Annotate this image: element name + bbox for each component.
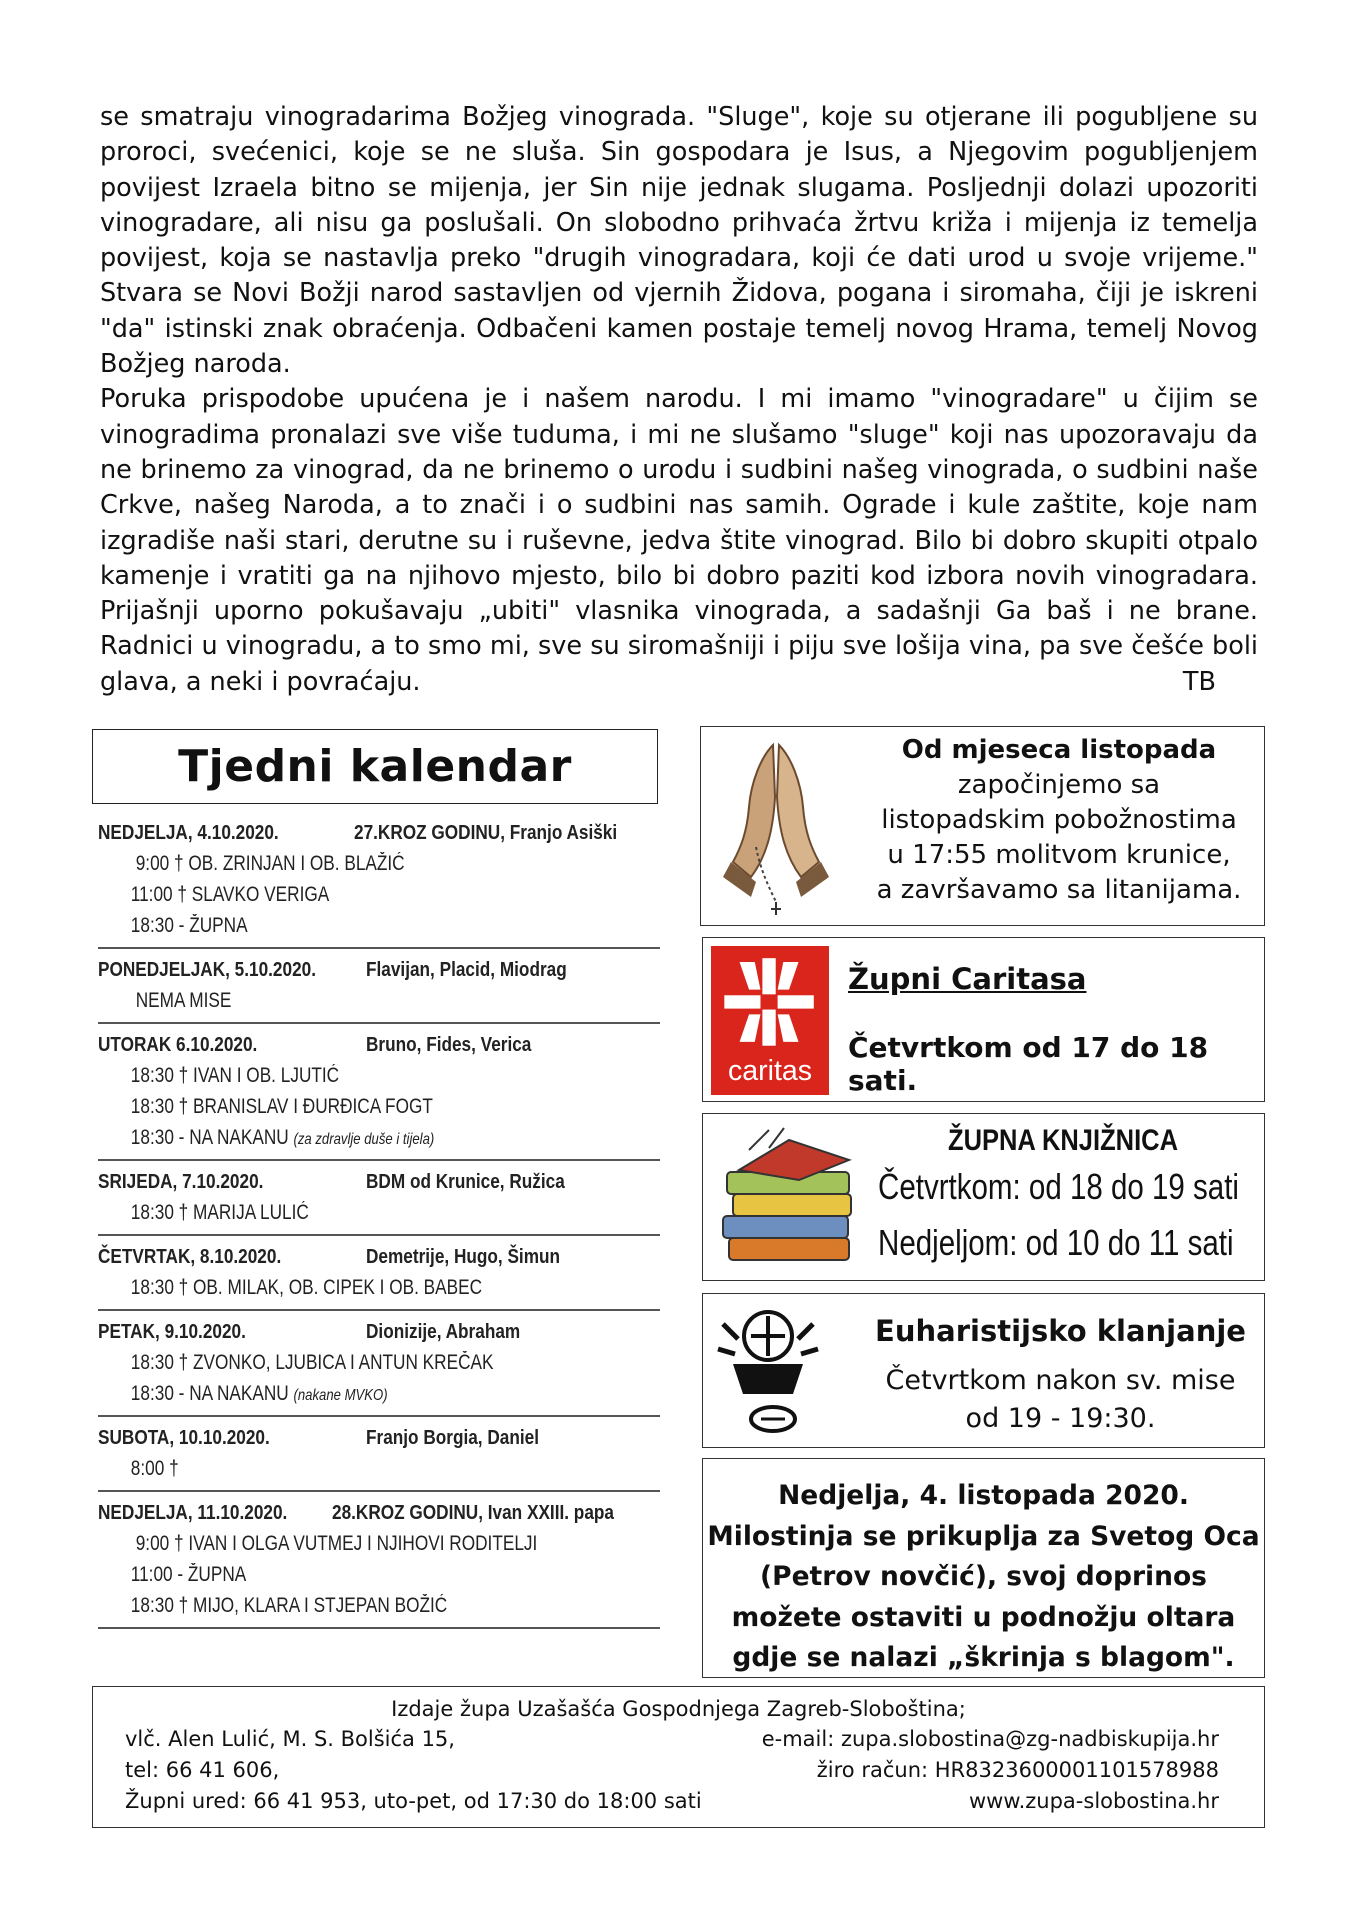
mass-text: 11:00 - ŽUPNA bbox=[130, 1563, 247, 1586]
calendar-day-date: PETAK, 9.10.2020. bbox=[98, 1320, 246, 1343]
calendar-mass-entry bbox=[98, 1378, 559, 1409]
mass-note: (za zdravlje duše i tijela) bbox=[293, 1131, 435, 1148]
mass-text: 18:30 † OB. MILAK, OB. CIPEK I OB. BABEC bbox=[130, 1276, 483, 1299]
calendar-mass-entry bbox=[98, 985, 559, 1016]
calendar-mass-entry bbox=[98, 848, 559, 879]
rosary-heading: Od mjeseca listopada bbox=[901, 735, 1217, 765]
caritas-logo-text: caritas bbox=[727, 1054, 813, 1087]
calendar-day-date: SRIJEDA, 7.10.2020. bbox=[98, 1170, 264, 1193]
calendar-mass-entry bbox=[98, 1347, 559, 1378]
library-hours-thursday: Četvrtkom: od 18 do 19 sati bbox=[878, 1166, 1239, 1207]
collection-notice bbox=[703, 1459, 1264, 1679]
calendar-day bbox=[98, 1423, 660, 1492]
rosary-line: u 17:55 molitvom krunice, bbox=[887, 840, 1231, 870]
adoration-schedule bbox=[863, 1362, 1258, 1438]
calendar-day bbox=[98, 1317, 660, 1417]
calendar-mass-entry bbox=[98, 1197, 559, 1228]
calendar-mass-entry bbox=[98, 1559, 559, 1590]
library-box bbox=[702, 1113, 1265, 1281]
calendar-mass-entry bbox=[98, 879, 559, 910]
footer-office-hours: Župni ured: 66 41 953, uto-pet, od 17:30 do 18:00 sati bbox=[125, 1789, 702, 1813]
collection-line: gdje se nalazi „škrinja s blagom". bbox=[732, 1642, 1235, 1673]
calendar-day-saints: Franjo Borgia, Daniel bbox=[366, 1426, 539, 1449]
mass-text: 18:30 † MIJO, KLARA I STJEPAN BOŽIĆ bbox=[130, 1594, 448, 1617]
mass-text: 9:00 † OB. ZRINJAN I OB. BLAŽIĆ bbox=[135, 852, 405, 875]
calendar-day-header bbox=[98, 1167, 660, 1197]
collection-line: možete ostaviti u podnožju oltara bbox=[731, 1601, 1236, 1633]
mass-text: NEMA MISE bbox=[135, 989, 232, 1012]
calendar-day bbox=[98, 1498, 660, 1629]
calendar-mass-entry bbox=[98, 1453, 559, 1484]
calendar-title: Tjedni kalendar bbox=[92, 729, 658, 804]
calendar-list bbox=[98, 818, 660, 1635]
rosary-box bbox=[700, 726, 1265, 926]
footer-website[interactable]: www.zupa-slobostina.hr bbox=[969, 1789, 1219, 1813]
calendar-day-date: UTORAK 6.10.2020. bbox=[98, 1033, 258, 1056]
rosary-line: a završavamo sa litanijama. bbox=[876, 875, 1242, 905]
collection-box bbox=[702, 1458, 1265, 1678]
calendar-day-header bbox=[98, 818, 660, 848]
calendar-day-header bbox=[98, 1242, 660, 1272]
article-paragraph-1: se smatraju vinogradarima Božjeg vinograda. "Sluge", koje su otjerane ili pogubljene su proroci, svećenici, koje se ne sluša. Sin gospodara je Isus, a Njegovim pogubljenjem povijest Izraela bitno se mijenja, jer Sin nije jednak slugama. Posljednji dolazi upozoriti vinogradare, ali nisu ga poslušali. On slobodno prihvaća žrtvu križa i mijenja iz temelja povijest, koja se nastavlja preko "drugih vinogradara, koji će dati urod u svoje vrijeme." Stvara se Novi Božji narod sastavljen od vjernih Židova, pogana i siromaha, čiji je iskreni "da" istinski znak obraćenja. Odbačeni kamen postaje temelj novog Hrama, temelj Novog Božjeg naroda. bbox=[100, 102, 1258, 380]
mass-text: 18:30 † MARIJA LULIĆ bbox=[130, 1201, 309, 1224]
calendar-day-date: NEDJELJA, 4.10.2020. bbox=[98, 821, 279, 844]
article-paragraph-2: Poruka prispodobe upućena je i našem narodu. I mi imamo "vinogradare" u čijim se vinogradima pronalazi sve više tuduma, i mi ne slušamo "sluge" koji nas upozoravaju da ne brinemo za vinograd, da ne brinemo o urodu i sudbini našeg vinograda, o sudbini naše Crkve, našeg Naroda, a to znači i o sudbini nas samih. Ograde i kule zaštite, koje nam izgradiše naši stari, derutne su i ruševne, jedva štite vinograd. Bilo bi dobro skupiti otpalo kamenje i vratiti ga na njihovo mjesto, bilo bi dobro paziti kod izbora novih vinogradara. Prijašnji uporno pokušavaju „ubiti" vlasnika vinograda, a sadašnji Ga baš i ne brane. Radnici u vinogradu, a to smo mi, sve su siromašniji i piju sve lošija vina, pa sve češće boli glava, a neki i povraćaju. bbox=[100, 384, 1258, 697]
library-hours-sunday: Nedjeljom: od 10 do 11 sati bbox=[878, 1222, 1234, 1263]
calendar-day-saints: Bruno, Fides, Verica bbox=[366, 1033, 532, 1056]
mass-text: 11:00 † SLAVKO VERIGA bbox=[130, 883, 330, 906]
calendar-day-date: ČETVRTAK, 8.10.2020. bbox=[98, 1245, 282, 1268]
rosary-line: listopadskim pobožnostima bbox=[881, 805, 1237, 835]
footer-email[interactable]: e-mail: zupa.slobostina@zg-nadbiskupija.hr bbox=[761, 1727, 1219, 1751]
calendar-day bbox=[98, 1242, 660, 1311]
adoration-box bbox=[702, 1293, 1265, 1448]
caritas-hours: Četvrtkom od 17 do 18 sati. bbox=[848, 1031, 1209, 1097]
footer-publisher: Izdaje župa Uzašašća Gospodnjega Zagreb-Sloboština; bbox=[391, 1697, 966, 1721]
calendar-mass-entry bbox=[98, 1091, 559, 1122]
mass-text: 18:30 - ŽUPNA bbox=[130, 914, 248, 937]
calendar-mass-entry bbox=[98, 910, 559, 941]
calendar-day-saints: Flavijan, Placid, Miodrag bbox=[366, 958, 567, 981]
calendar-mass-entry bbox=[98, 1528, 559, 1559]
caritas-title: Župni Caritasa bbox=[848, 962, 1087, 996]
calendar-day-saints: Demetrije, Hugo, Šimun bbox=[366, 1245, 561, 1268]
calendar-day-header bbox=[98, 1030, 660, 1060]
calendar-day-saints: Dionizije, Abraham bbox=[366, 1320, 521, 1343]
adoration-line-1: Četvrtkom nakon sv. mise bbox=[885, 1365, 1236, 1396]
calendar-day-header bbox=[98, 1423, 660, 1453]
mass-text: 18:30 - NA NAKANU bbox=[130, 1126, 294, 1149]
calendar-day bbox=[98, 1030, 660, 1161]
calendar-day-saints: 27.KROZ GODINU, Franjo Asiški bbox=[354, 821, 618, 844]
calendar-mass-entry bbox=[98, 1122, 559, 1153]
calendar-day-date: PONEDJELJAK, 5.10.2020. bbox=[98, 958, 316, 981]
books-icon bbox=[709, 1120, 869, 1270]
eucharist-icon bbox=[713, 1304, 833, 1439]
collection-line: Nedjelja, 4. listopada 2020. bbox=[778, 1480, 1189, 1511]
calendar-mass-entry bbox=[98, 1272, 559, 1303]
calendar-mass-entry bbox=[98, 1060, 559, 1091]
collection-line: (Petrov novčić), svoj doprinos bbox=[760, 1561, 1207, 1592]
article bbox=[100, 100, 1258, 700]
rosary-line: započinjemo sa bbox=[957, 770, 1161, 800]
calendar-day-header bbox=[98, 955, 660, 985]
mass-note: (nakane MVKO) bbox=[293, 1387, 388, 1404]
mass-text: 18:30 † ZVONKO, LJUBICA I ANTUN KREČAK bbox=[130, 1351, 494, 1374]
adoration-title: Euharistijsko klanjanje bbox=[875, 1314, 1246, 1348]
caritas-logo bbox=[708, 943, 832, 1098]
calendar-day bbox=[98, 1167, 660, 1236]
footer bbox=[92, 1686, 1265, 1828]
article-signature: TB bbox=[1182, 666, 1216, 697]
mass-text: 18:30 † BRANISLAV I ĐURĐICA FOGT bbox=[130, 1095, 433, 1118]
calendar-day bbox=[98, 955, 660, 1024]
mass-text: 18:30 † IVAN I OB. LJUTIĆ bbox=[130, 1064, 340, 1087]
footer-phone: tel: 66 41 606, bbox=[125, 1758, 280, 1782]
footer-bank-account: žiro račun: HR8323600001101578988 bbox=[816, 1758, 1219, 1782]
caritas-box bbox=[702, 937, 1265, 1102]
collection-line: Milostinja se prikuplja za Svetog Oca bbox=[707, 1520, 1260, 1552]
calendar-day-date: SUBOTA, 10.10.2020. bbox=[98, 1426, 270, 1449]
calendar-day-saints: 28.KROZ GODINU, Ivan XXIII. papa bbox=[332, 1501, 615, 1524]
calendar-day-saints: BDM od Krunice, Ružica bbox=[366, 1170, 565, 1193]
adoration-line-2: od 19 - 19:30. bbox=[965, 1403, 1156, 1434]
praying-hands-icon bbox=[711, 737, 841, 917]
calendar-day-date: NEDJELJA, 11.10.2020. bbox=[98, 1501, 288, 1524]
calendar-day-header bbox=[98, 1317, 660, 1347]
library-title: ŽUPNA KNJIŽNICA bbox=[948, 1124, 1178, 1157]
mass-text: 8:00 † bbox=[130, 1457, 179, 1480]
calendar-day bbox=[98, 818, 660, 949]
calendar-day-header bbox=[98, 1498, 660, 1528]
mass-text: 9:00 † IVAN I OLGA VUTMEJ I NJIHOVI RODITELJI bbox=[135, 1532, 538, 1555]
calendar-mass-entry bbox=[98, 1590, 559, 1621]
footer-priest-address: vlč. Alen Lulić, M. S. Bolšića 15, bbox=[125, 1727, 455, 1751]
caritas-cross-icon bbox=[711, 946, 829, 1095]
mass-text: 18:30 - NA NAKANU bbox=[130, 1382, 294, 1405]
